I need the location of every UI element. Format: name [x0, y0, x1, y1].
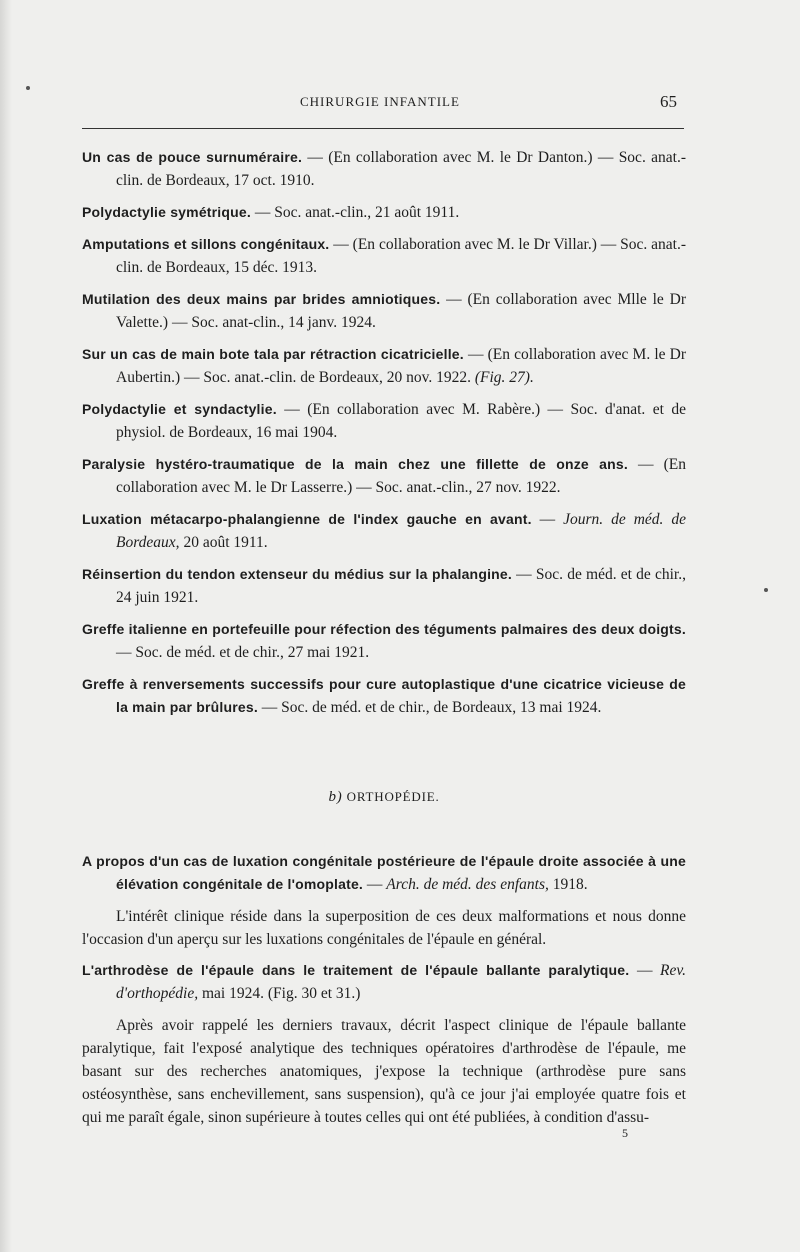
entry-title: Un cas de pouce surnuméraire.	[82, 149, 303, 165]
bibliography-entry	[82, 288, 686, 334]
entry-citation: — (En collaboration avec M. le Dr Danton.) — Soc. anat.-clin. de Bordeaux, 17 oct. 1910.	[116, 149, 686, 189]
header-rule	[82, 128, 684, 129]
entry-title: Luxation métacarpo-phalangienne de l'index gauche en avant.	[82, 511, 532, 527]
journal-name: Rev. d'orthopédie,	[116, 962, 686, 1002]
entry-citation: — (En collaboration avec M. le Dr Villar.) — Soc. anat.-clin. de Bordeaux, 15 déc. 1913.	[116, 236, 686, 276]
bibliography-entry	[82, 563, 686, 609]
bibliography-entry	[82, 146, 686, 192]
entry-citation: — (En collaboration avec M. le Dr Aubertin.) — Soc. anat.-clin. de Bordeaux, 20 nov. 1922.	[116, 346, 686, 386]
signature-mark: 5	[622, 1126, 628, 1140]
entry-title: Paralysie hystéro-traumatique de la main chez une fillette de onze ans.	[82, 456, 628, 472]
entry-title: A propos d'un cas de luxation congénitale postérieure de l'épaule droite associée à une élévation congénitale de l'omoplate.	[82, 853, 686, 892]
entry-citation: — (En collaboration avec M. le Dr Lasserre.) — Soc. anat.-clin., 27 nov. 1922.	[116, 456, 687, 496]
print-speck	[26, 86, 30, 90]
bibliography-entry	[82, 673, 686, 719]
section-letter: b)	[328, 789, 343, 805]
entry-title: Sur un cas de main bote tala par rétraction cicatricielle.	[82, 346, 464, 362]
entry-citation: 20 août 1911.	[179, 534, 268, 551]
entry-citation: — Soc. de méd. et de chir., 27 mai 1921.	[116, 644, 370, 661]
bibliography-entry	[82, 398, 686, 444]
bibliography-entry	[82, 201, 686, 224]
entry-title: Polydactylie et syndactylie.	[82, 401, 277, 417]
entry-citation: — (En collaboration avec Mlle le Dr Valette.) — Soc. anat-clin., 14 janv. 1924.	[116, 291, 686, 331]
page-number: 65	[660, 92, 677, 111]
entry-title: Polydactylie symétrique.	[82, 204, 251, 220]
bibliography-entry: L'arthrodèse de l'épaule dans le traitement de l'épaule ballante paralytique. — Rev. d'orthopédie, mai 1924. (Fig. 30 et 31.)	[82, 962, 686, 1002]
running-title: CHIRURGIE INFANTILE	[300, 94, 460, 109]
entry-summary: Après avoir rappelé les derniers travaux, décrit l'aspect clinique de l'épaule ballante paralytique, fait l'exposé analytique des techniques opératoires d'arthrodèse de l'épaule, me basant sur des recherches anatomiques, j'expose la technique (arthrodèse pure sans ostéosynthèse, sans enchevillement, sans suspension), qu'à ce jour j'ai employée quatre fois et qui me paraît égale, sinon supérieure à toutes celles qui ont été publiées, à condition d'assu-	[82, 1017, 686, 1126]
bibliography-entry: A propos d'un cas de luxation congénitale postérieure de l'épaule droite associée à une élévation congénitale de l'omoplate. — Arch. de méd. des enfants, 1918.	[82, 853, 686, 893]
figure-reference: (Fig. 27).	[474, 369, 534, 386]
print-speck	[764, 588, 768, 592]
entry-citation: — Soc. de méd. et de chir., de Bordeaux, 13 mai 1924.	[257, 699, 602, 716]
bibliography-entry: Luxation métacarpo-phalangienne de l'index gauche en avant. — Journ. de méd. de Bordeaux, 20 août 1911.	[82, 511, 687, 551]
entry-title: Greffe italienne en portefeuille pour réfection des téguments palmaires des deux doigts.	[82, 621, 686, 637]
entry-title: Greffe à renversements successifs pour cure autoplastique d'une cicatrice vicieuse de la main par brûlures.	[82, 676, 686, 715]
entry-citation: 1918.	[548, 876, 588, 893]
entry-summary: L'intérêt clinique réside dans la superposition de ces deux malformations et nous donne l'occasion d'un aperçu sur les luxations congénitales de l'épaule en général.	[82, 908, 686, 948]
entry-title: Amputations et sillons congénitaux.	[82, 236, 330, 252]
entry-citation: mai 1924. (Fig. 30 et 31.)	[198, 985, 361, 1002]
entry-title: Réinsertion du tendon extenseur du médius sur la phalangine.	[82, 566, 512, 582]
page-body	[82, 146, 686, 1137]
bibliography-entry	[82, 233, 686, 279]
journal-name: Arch. de méd. des enfants,	[386, 876, 549, 893]
bibliography-entry	[82, 453, 686, 499]
entry-title: Mutilation des deux mains par brides amniotiques.	[82, 291, 441, 307]
entry-citation: — (En collaboration avec M. Rabère.) — Soc. d'anat. et de physiol. de Bordeaux, 16 mai 1904.	[116, 401, 686, 441]
entry-title: L'arthrodèse de l'épaule dans le traitement de l'épaule ballante paralytique.	[82, 962, 630, 978]
section-title: ORTHOPÉDIE.	[346, 789, 440, 804]
journal-name: Journ. de méd. de Bordeaux,	[116, 511, 687, 551]
running-head	[0, 92, 800, 116]
bibliography-entry	[82, 618, 686, 664]
entry-citation: — Soc. anat.-clin., 21 août 1911.	[250, 204, 460, 221]
entry-citation: — Soc. de méd. et de chir., 24 juin 1921.	[116, 566, 686, 606]
section-heading	[82, 789, 686, 806]
bibliography-entry	[82, 343, 686, 389]
